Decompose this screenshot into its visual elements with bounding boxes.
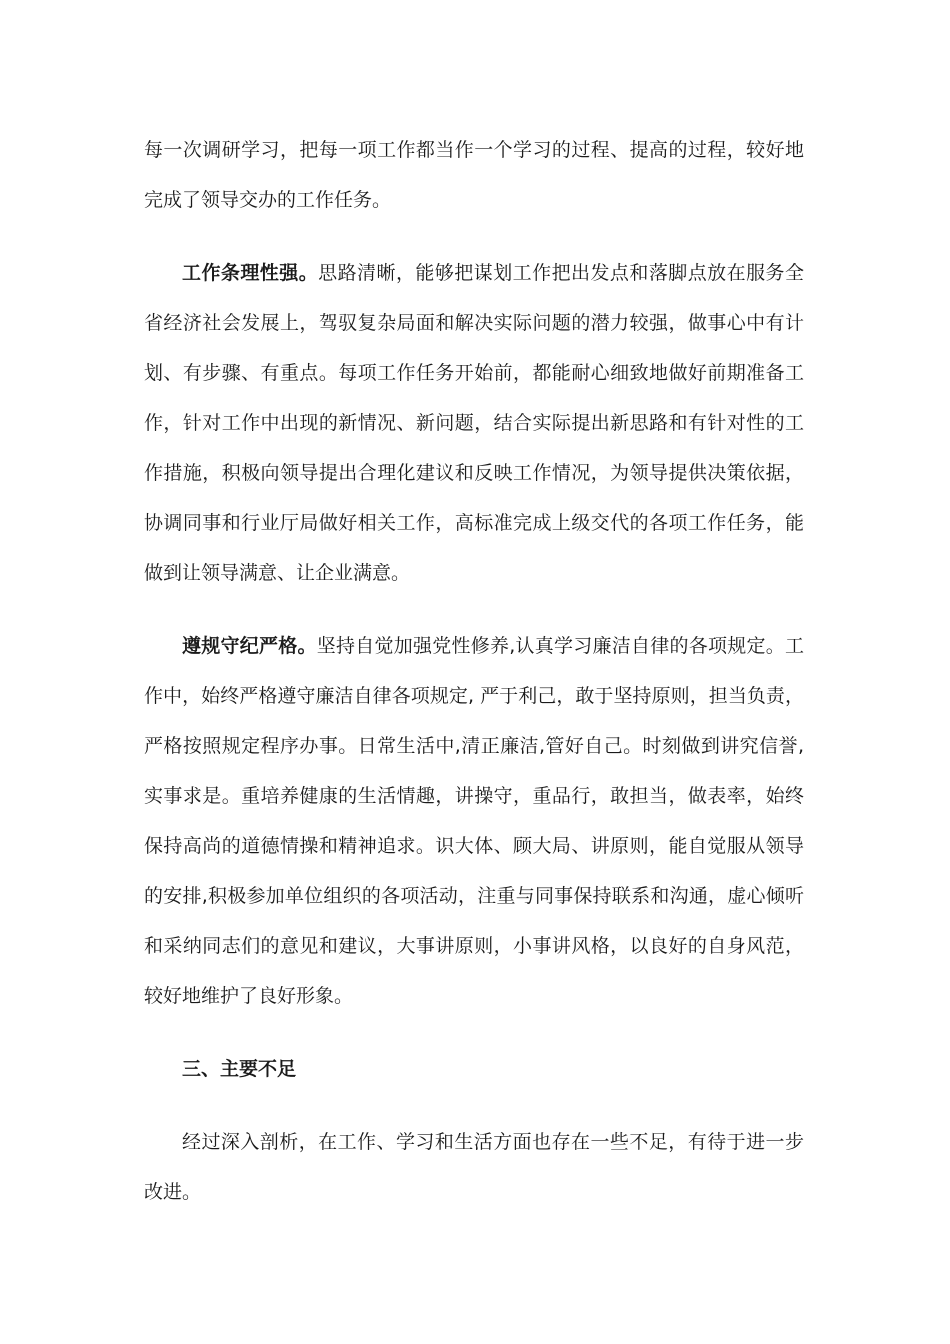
paragraph-5: [144, 1117, 804, 1217]
paragraph-3-text: 坚持自觉加强党性修养,认真学习廉洁自律的各项规定。工作中，始终严格遵守廉洁自律各项规定, 严于利己，敢于坚持原则，担当负责，严格按照规定程序办事。日常生活中,清正廉洁,管好自己。时刻做到讲究信誉,实事求是。重培养健康的生活情趣，讲操守，重品行，敢担当，做表率，始终保持高尚的道德情操和精神追求。识大体、顾大局、讲原则，能自觉服从领导的安排,积极参加单位组织的各项活动，注重与同事保持联系和沟通，虚心倾听和采纳同志们的意见和建议，大事讲原则，小事讲风格，以良好的自身风范，较好地维护了良好形象。: [144, 635, 804, 1007]
paragraph-3: [144, 621, 804, 1021]
paragraph-2-text: 思路清晰，能够把谋划工作把出发点和落脚点放在服务全省经济社会发展上，驾驭复杂局面和解决实际问题的潜力较强，做事心中有计划、有步骤、有重点。每项工作任务开始前，都能耐心细致地做好前期准备工作，针对工作中出现的新情况、新问题，结合实际提出新思路和有针对性的工作措施，积极向领导提出合理化建议和反映工作情况，为领导提供决策依据，协调同事和行业厅局做好相关工作，高标准完成上级交代的各项工作任务，能做到让领导满意、让企业满意。: [144, 262, 804, 584]
section-heading: [144, 1044, 804, 1094]
paragraph-2: [144, 248, 804, 598]
paragraph-1: [144, 125, 804, 225]
paragraph-2-heading: 工作条理性强。: [182, 262, 319, 284]
paragraph-5-text: 经过深入剖析，在工作、学习和生活方面也存在一些不足，有待于进一步改进。: [144, 1131, 804, 1203]
section-heading-text: 三、主要不足: [182, 1058, 297, 1080]
paragraph-1-text: 每一次调研学习，把每一项工作都当作一个学习的过程、提高的过程，较好地完成了领导交办的工作任务。: [144, 139, 804, 211]
paragraph-3-heading: 遵规守纪严格。: [182, 635, 317, 657]
